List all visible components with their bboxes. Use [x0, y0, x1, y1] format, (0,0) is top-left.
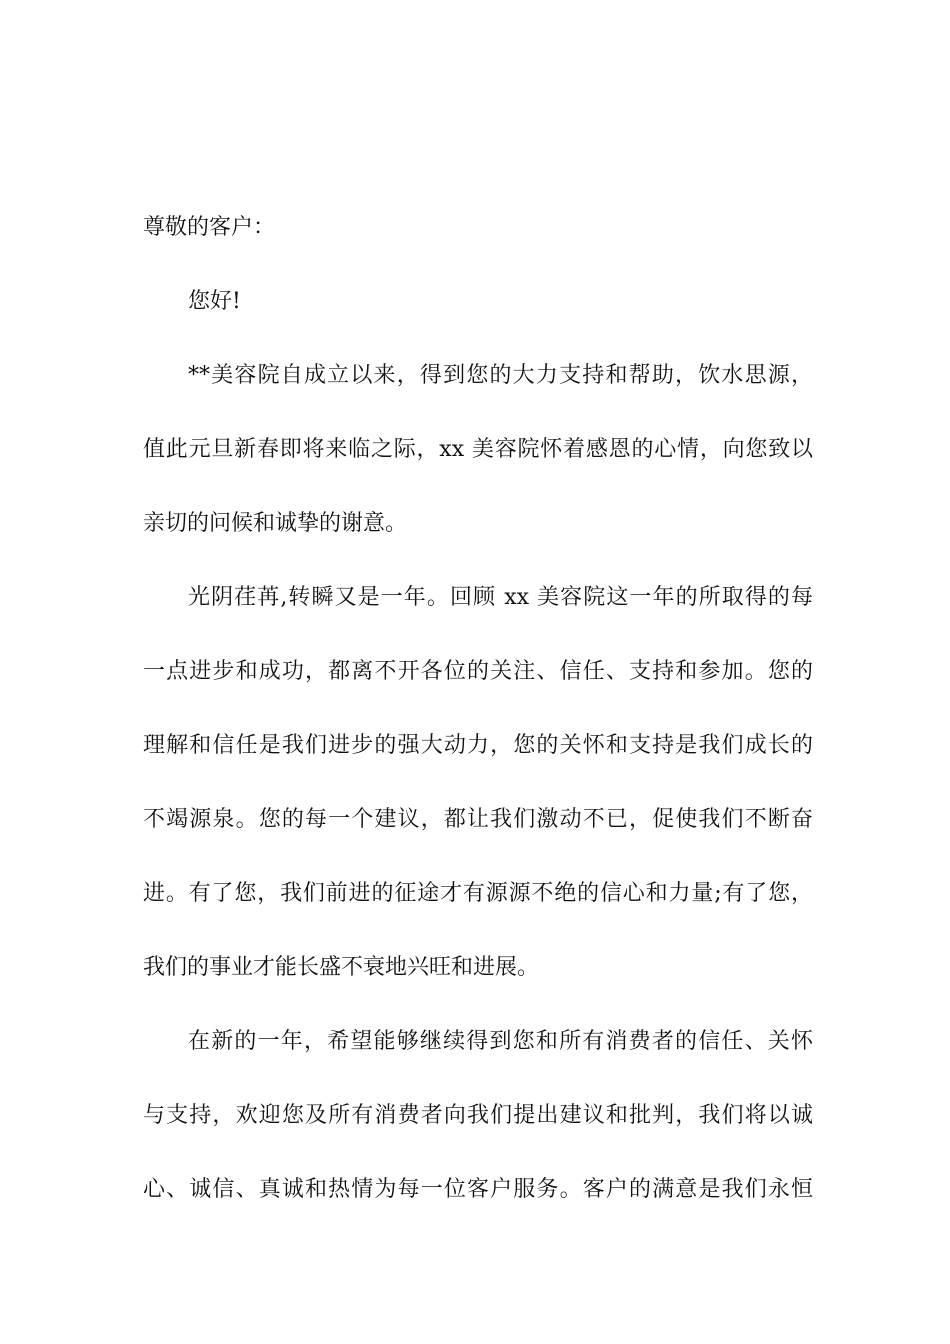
paragraph-line: 我们的事业才能长盛不衰地兴旺和进展。 [143, 955, 540, 980]
paragraph-line: 值此元旦新春即将来临之际，xx 美容院怀着感恩的心情，向您致以 [143, 437, 813, 462]
paragraph-line: **美容院自成立以来，得到您的大力支持和帮助，饮水思源， [188, 363, 813, 388]
salutation: 尊敬的客户： [143, 215, 276, 240]
paragraph-line: 在新的一年，希望能够继续得到您和所有消费者的信任、关怀 [188, 1029, 813, 1054]
paragraph-line: 不竭源泉。您的每一个建议，都让我们激动不已，促使我们不断奋 [143, 807, 813, 832]
paragraph-line: 与支持，欢迎您及所有消费者向我们提出建议和批判，我们将以诚 [143, 1103, 813, 1128]
paragraph-line: 心、诚信、真诚和热情为每一位客户服务。客户的满意是我们永恒 [143, 1177, 813, 1202]
paragraph-line: 进。有了您，我们前进的征途才有源源不绝的信心和力量;有了您， [143, 881, 813, 906]
paragraph-line: 理解和信任是我们进步的强大动力，您的关怀和支持是我们成长的 [143, 733, 813, 758]
greeting: 您好! [188, 289, 241, 314]
paragraph-line: 一点进步和成功，都离不开各位的关注、信任、支持和参加。您的 [143, 659, 813, 684]
paragraph-line: 亲切的问候和诚挚的谢意。 [143, 511, 408, 536]
paragraph-line: 光阴荏苒,转瞬又是一年。回顾 xx 美容院这一年的所取得的每 [188, 585, 813, 610]
